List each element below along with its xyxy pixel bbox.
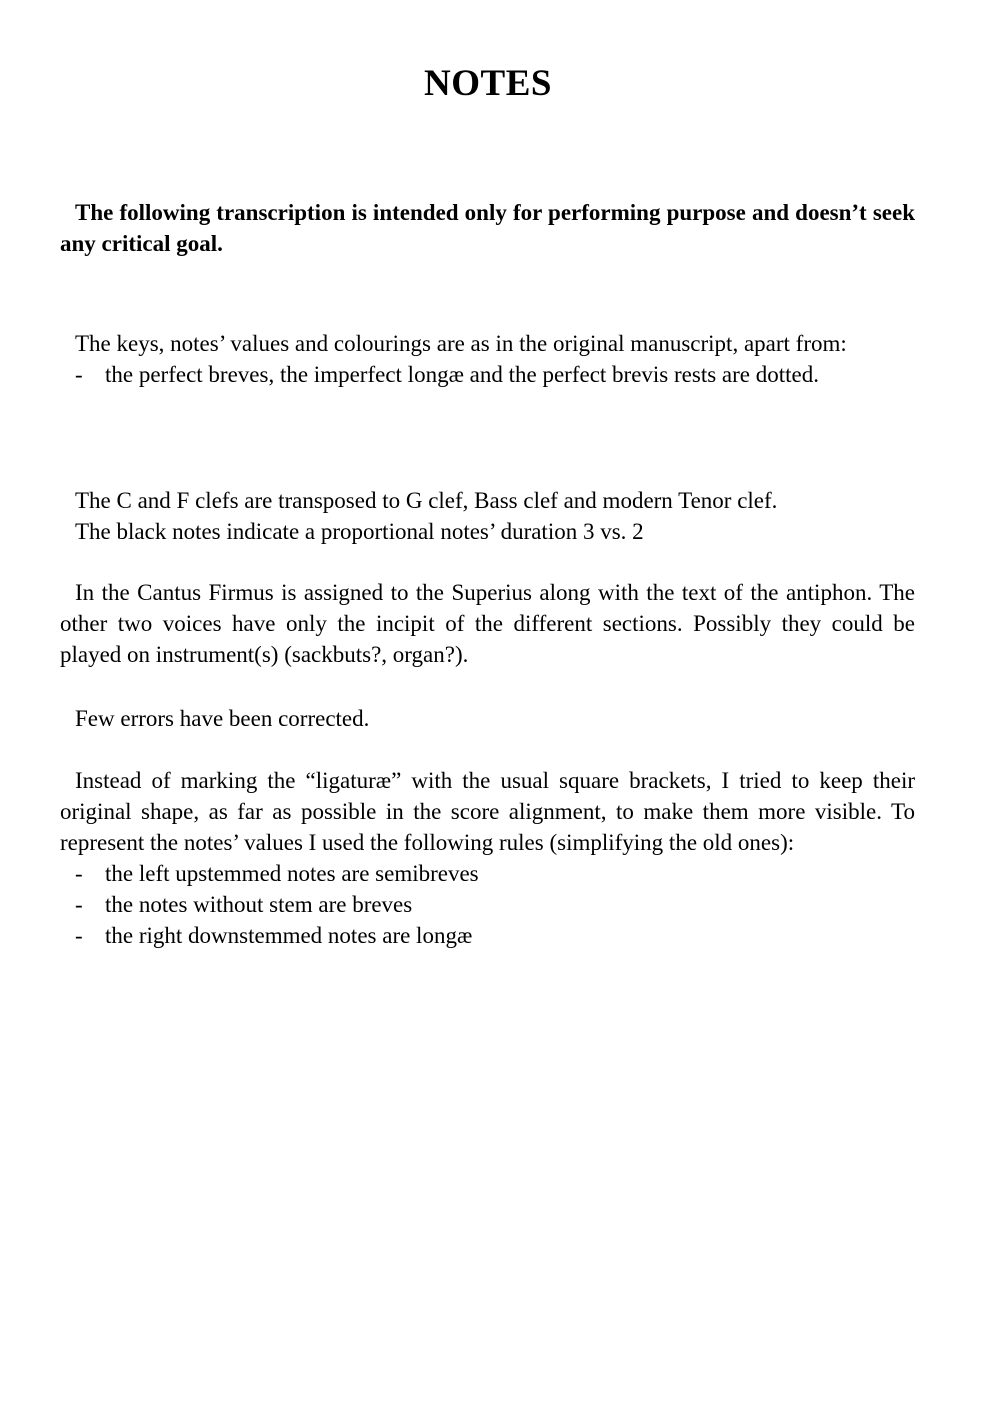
list-item-text: the notes without stem are breves bbox=[105, 892, 413, 917]
list-item-text: the left upstemmed notes are semibreves bbox=[105, 861, 479, 886]
rules-list bbox=[60, 858, 915, 951]
ligature-paragraph: Instead of marking the “ligaturæ” with the usual square brackets, I tried to keep their original shape, as far as possible in the score alignment, to make them more visible. To represent the notes’ values I used the following rules (simplifying the old ones): bbox=[60, 768, 915, 855]
keys-exception-list bbox=[60, 359, 915, 390]
clefs-block bbox=[60, 485, 915, 547]
page-title: NOTES bbox=[424, 63, 552, 104]
intro-block bbox=[60, 197, 915, 259]
cantus-block bbox=[60, 577, 915, 670]
black-notes-line: The black notes indicate a proportional notes’ duration 3 vs. 2 bbox=[75, 519, 644, 544]
list-item bbox=[60, 920, 915, 951]
cantus-paragraph: In the Cantus Firmus is assigned to the Superius along with the text of the antiphon. The other two voices have only the incipit of the different sections. Possibly they could be played on instrument(s) (sackbuts?, organ?). bbox=[60, 580, 915, 667]
list-item-text: the right downstemmed notes are longæ bbox=[105, 923, 473, 948]
list-bullet: - bbox=[75, 861, 83, 886]
list-bullet: - bbox=[75, 892, 83, 917]
errors-line: Few errors have been corrected. bbox=[75, 706, 370, 731]
keys-block bbox=[60, 328, 915, 390]
ligature-block bbox=[60, 765, 915, 951]
intro-paragraph: The following transcription is intended only for performing purpose and doesn’t seek any critical goal. bbox=[60, 200, 915, 256]
errors-block bbox=[60, 703, 915, 734]
list-item-text: the perfect breves, the imperfect longæ and the perfect brevis rests are dotted. bbox=[105, 362, 819, 387]
list-item bbox=[60, 858, 915, 889]
list-bullet: - bbox=[75, 923, 83, 948]
keys-paragraph: The keys, notes’ values and colourings are as in the original manuscript, apart from: bbox=[75, 331, 847, 356]
list-item bbox=[60, 359, 915, 390]
list-item bbox=[60, 889, 915, 920]
list-bullet: - bbox=[75, 362, 83, 387]
clefs-line: The C and F clefs are transposed to G clef, Bass clef and modern Tenor clef. bbox=[75, 488, 778, 513]
